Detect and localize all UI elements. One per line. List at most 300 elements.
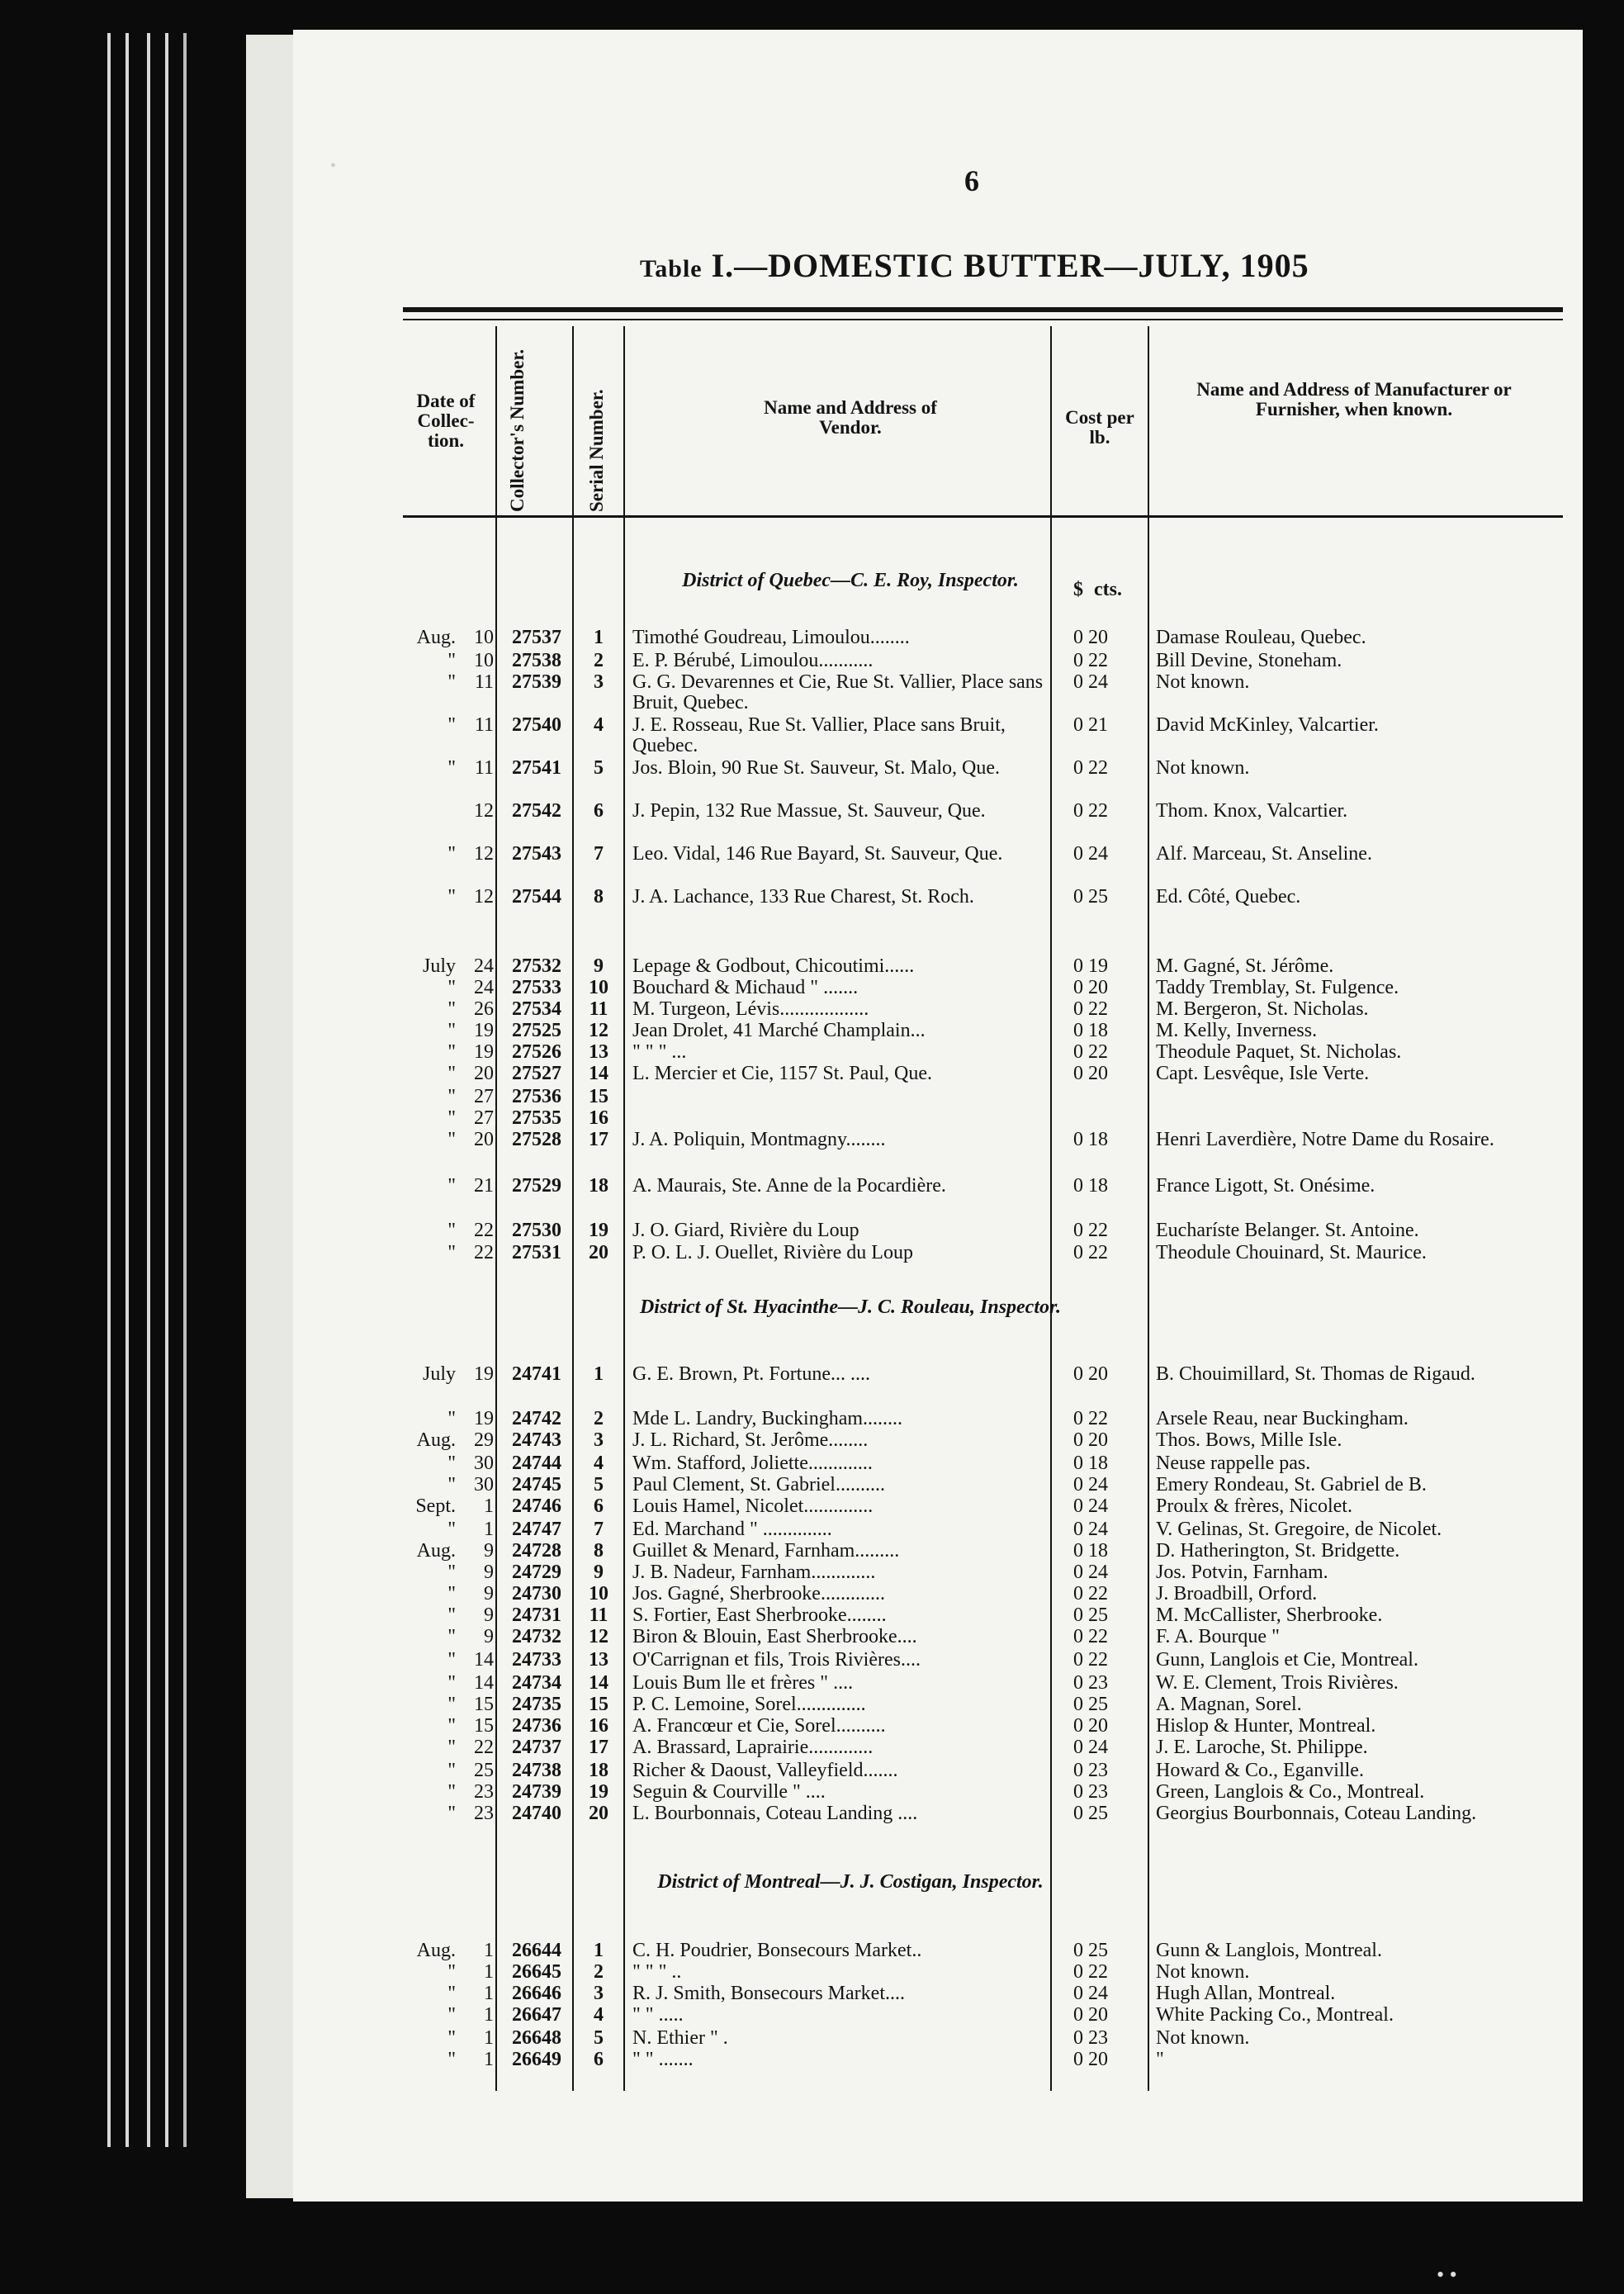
row-cost: 0 18 [1073,1129,1108,1150]
row-collector-number: 24733 [512,1649,561,1671]
row-month: " [447,1086,456,1107]
row-day: 27 [474,1107,494,1129]
row-vendor: Paul Clement, St. Gabriel.......... [632,1474,885,1495]
row-serial-number: 3 [594,1429,604,1451]
row-day: 24 [474,977,494,998]
row-vendor: Timothé Goudreau, Limoulou........ [632,627,910,648]
row-day: 12 [474,886,494,908]
row-vendor: " " " .. [632,1961,682,1983]
row-day: 9 [484,1540,494,1562]
row-cost: 0 22 [1073,1649,1108,1671]
row-serial-number: 14 [589,1063,608,1084]
row-cost: 0 24 [1073,1562,1108,1583]
row-cost: 0 18 [1073,1540,1108,1562]
col-divider-3 [623,326,625,2091]
row-collector-number: 27526 [512,1041,561,1063]
row-collector-number: 27533 [512,977,561,998]
row-manufacturer: Damase Rouleau, Quebec. [1156,627,1366,648]
row-cost: 0 24 [1073,1495,1108,1517]
row-collector-number: 27530 [512,1220,561,1241]
row-day: 10 [474,627,494,648]
row-collector-number: 24740 [512,1803,561,1824]
row-manufacturer: W. E. Clement, Trois Rivières. [1156,1672,1399,1694]
row-vendor: " " ..... [632,2004,684,2026]
title-main: I.—DOMESTIC BUTTER—JULY, 1905 [702,247,1309,284]
row-cost: 0 20 [1073,1363,1108,1385]
row-cost: 0 18 [1073,1020,1108,1041]
row-cost: 0 22 [1073,1220,1108,1241]
row-vendor: " " ....... [632,2049,694,2070]
row-vendor: P. O. L. J. Ouellet, Rivière du Loup [632,1242,913,1263]
row-day: 1 [484,1940,494,1961]
row-collector-number: 24736 [512,1715,561,1737]
row-serial-number: 4 [594,1453,604,1474]
row-vendor: L. Bourbonnais, Coteau Landing .... [632,1803,918,1824]
row-serial-number: 5 [594,757,604,779]
row-vendor: Bouchard & Michaud " ....... [632,977,859,998]
row-day: 15 [474,1694,494,1715]
row-day: 12 [474,843,494,865]
row-manufacturer: D. Hatherington, St. Bridgette. [1156,1540,1400,1562]
row-month: Sept. [415,1495,456,1517]
row-cost: 0 22 [1073,800,1108,822]
row-month: July [422,1363,456,1385]
row-collector-number: 26644 [512,1940,561,1961]
row-day: 11 [474,757,494,779]
row-manufacturer: M. Gagné, St. Jérôme. [1156,955,1334,977]
row-vendor: Lepage & Godbout, Chicoutimi...... [632,955,915,977]
row-serial-number: 20 [589,1803,608,1824]
row-serial-number: 12 [589,1020,608,1041]
row-cost: 0 18 [1073,1175,1108,1197]
row-serial-number: 3 [594,1983,604,2004]
header-manufacturer: Name and Address of Manufacturer or Furnisher, when known. [1196,379,1512,419]
row-manufacturer: M. Kelly, Inverness. [1156,1020,1318,1041]
row-serial-number: 1 [594,1363,604,1385]
title-prefix: Table [640,255,703,282]
row-serial-number: 5 [594,2027,604,2049]
row-cost: 0 22 [1073,1961,1108,1983]
row-vendor: Leo. Vidal, 146 Rue Bayard, St. Sauveur, Que. [632,843,1003,865]
row-cost: 0 22 [1073,650,1108,671]
row-cost: 0 23 [1073,2027,1108,2049]
row-collector-number: 27536 [512,1086,561,1107]
row-month: Aug. [416,627,456,648]
col-divider-5 [1148,326,1149,2091]
row-collector-number: 24747 [512,1519,561,1540]
row-cost: 0 24 [1073,1737,1108,1758]
row-manufacturer: Not known. [1156,2027,1250,2049]
row-cost: 0 22 [1073,757,1108,779]
row-day: 25 [474,1760,494,1781]
row-collector-number: 27525 [512,1020,561,1041]
row-collector-number: 26646 [512,1983,561,2004]
page-fold [246,35,297,2198]
row-collector-number: 27542 [512,800,561,822]
row-collector-number: 26647 [512,2004,561,2026]
row-month: " [447,1760,456,1781]
row-month: Aug. [416,1540,456,1562]
row-collector-number: 27535 [512,1107,561,1129]
row-month: " [447,1983,456,2004]
row-collector-number: 24746 [512,1495,561,1517]
row-manufacturer: Georgius Bourbonnais, Coteau Landing. [1156,1803,1477,1824]
header-date: Date of Collec- tion. [416,391,476,451]
row-day: 12 [474,800,494,822]
row-serial-number: 20 [589,1242,608,1263]
row-collector-number: 26645 [512,1961,561,1983]
row-month: " [447,1672,456,1694]
row-cost: 0 24 [1073,671,1108,693]
row-day: 9 [484,1562,494,1583]
row-day: 9 [484,1583,494,1604]
row-manufacturer: Eucharíste Belanger. St. Antoine. [1156,1220,1419,1241]
row-manufacturer: Hugh Allan, Montreal. [1156,1983,1336,2004]
row-day: 1 [484,1983,494,2004]
row-vendor: J. L. Richard, St. Jerôme........ [632,1429,869,1451]
row-serial-number: 8 [594,886,604,908]
row-vendor: J. Pepin, 132 Rue Massue, St. Sauveur, Que. [632,800,986,822]
row-manufacturer: David McKinley, Valcartier. [1156,714,1379,736]
row-collector-number: 27531 [512,1242,561,1263]
row-day: 1 [484,2049,494,2070]
row-vendor: P. C. Lemoine, Sorel.............. [632,1694,866,1715]
row-day: 23 [474,1803,494,1824]
row-vendor: J. O. Giard, Rivière du Loup [632,1220,859,1241]
row-collector-number: 24731 [512,1604,561,1626]
row-day: 19 [474,1041,494,1063]
row-vendor: N. Ethier " . [632,2027,728,2049]
row-cost: 0 24 [1073,843,1108,865]
row-month: " [447,1041,456,1063]
row-cost: 0 20 [1073,1063,1108,1084]
row-manufacturer: White Packing Co., Montreal. [1156,2004,1394,2026]
row-manufacturer: Thos. Bows, Mille Isle. [1156,1429,1342,1451]
row-day: 14 [474,1672,494,1694]
row-month: " [447,977,456,998]
row-month: " [447,650,456,671]
row-cost: 0 19 [1073,955,1108,977]
row-collector-number: 24742 [512,1408,561,1429]
district-heading: District of Montreal—J. J. Costigan, Inspector. [657,1871,1044,1893]
header-vendor: Name and Address of Vendor. [764,397,937,438]
row-month: " [447,998,456,1020]
row-month: " [447,886,456,908]
header-collector: Collector's Number. [507,348,528,512]
row-manufacturer: Emery Rondeau, St. Gabriel de B. [1156,1474,1427,1495]
row-collector-number: 24734 [512,1672,561,1694]
row-manufacturer: F. A. Bourque " [1156,1626,1280,1647]
row-day: 1 [484,2004,494,2026]
row-cost: 0 20 [1073,977,1108,998]
header-serial: Serial Number. [586,389,607,512]
row-serial-number: 6 [594,1495,604,1517]
row-vendor: G. G. Devarennes et Cie, Rue St. Vallier, Place sans Bruit, Quebec. [632,671,1044,713]
row-serial-number: 16 [589,1107,608,1129]
row-cost: 0 21 [1073,714,1108,736]
row-manufacturer: Not known. [1156,1961,1250,1983]
row-vendor: Richer & Daoust, Valleyfield....... [632,1760,898,1781]
row-serial-number: 12 [589,1626,608,1647]
row-month: " [447,1220,456,1241]
row-collector-number: 27527 [512,1063,561,1084]
row-serial-number: 5 [594,1474,604,1495]
row-day: 21 [474,1175,494,1197]
row-month: " [447,1649,456,1671]
row-day: 1 [484,2027,494,2049]
row-serial-number: 19 [589,1781,608,1803]
row-collector-number: 24737 [512,1737,561,1758]
row-serial-number: 13 [589,1041,608,1063]
page-number: 6 [964,164,979,197]
row-manufacturer: J. Broadbill, Orford. [1156,1583,1318,1604]
row-collector-number: 24741 [512,1363,561,1385]
row-day: 19 [474,1408,494,1429]
row-manufacturer: Neuse rappelle pas. [1156,1453,1311,1474]
row-day: 10 [474,650,494,671]
top-rule-thick [403,307,1563,312]
top-rule-thin [403,319,1563,320]
row-manufacturer: J. E. Laroche, St. Philippe. [1156,1737,1368,1758]
row-month: " [447,2049,456,2070]
row-cost: 0 20 [1073,627,1108,648]
row-day: 30 [474,1453,494,1474]
row-serial-number: 4 [594,714,604,736]
row-collector-number: 24745 [512,1474,561,1495]
row-month: Aug. [416,1940,456,1961]
row-month: " [447,1063,456,1084]
district-heading: District of Quebec—C. E. Roy, Inspector. [682,570,1019,591]
row-vendor: J. B. Nadeur, Farnham............. [632,1562,876,1583]
row-cost: 0 25 [1073,1694,1108,1715]
row-cost: 0 22 [1073,1041,1108,1063]
row-serial-number: 2 [594,1961,604,1983]
row-month: " [447,843,456,865]
row-cost: 0 25 [1073,1604,1108,1626]
row-collector-number: 27534 [512,998,561,1020]
row-manufacturer: Arsele Reau, near Buckingham. [1156,1408,1409,1429]
unit-dollars: $ [1073,579,1083,600]
col-divider-2 [572,326,574,2091]
row-vendor: C. H. Poudrier, Bonsecours Market.. [632,1940,922,1961]
row-cost: 0 18 [1073,1453,1108,1474]
row-manufacturer: Hislop & Hunter, Montreal. [1156,1715,1376,1737]
row-vendor: Jos. Bloin, 90 Rue St. Sauveur, St. Malo, Que. [632,757,1001,779]
header-rule [403,515,1563,518]
row-month: " [447,1737,456,1758]
row-month: " [447,2027,456,2049]
row-cost: 0 22 [1073,1583,1108,1604]
row-day: 27 [474,1086,494,1107]
row-day: 22 [474,1220,494,1241]
row-serial-number: 18 [589,1175,608,1197]
row-collector-number: 24744 [512,1453,561,1474]
row-serial-number: 6 [594,2049,604,2070]
row-manufacturer: Not known. [1156,757,1250,779]
row-serial-number: 9 [594,1562,604,1583]
row-collector-number: 24729 [512,1562,561,1583]
row-serial-number: 18 [589,1760,608,1781]
row-day: 30 [474,1474,494,1495]
row-day: 19 [474,1363,494,1385]
row-month: " [447,1453,456,1474]
row-day: 9 [484,1626,494,1647]
row-serial-number: 15 [589,1086,608,1107]
row-cost: 0 25 [1073,1940,1108,1961]
row-serial-number: 6 [594,800,604,822]
row-day: 19 [474,1020,494,1041]
row-manufacturer: Jos. Potvin, Farnham. [1156,1562,1328,1583]
row-serial-number: 9 [594,955,604,977]
row-month: " [447,1107,456,1129]
row-collector-number: 24735 [512,1694,561,1715]
row-vendor: Seguin & Courville " .... [632,1781,826,1803]
row-month: Aug. [416,1429,456,1451]
row-month: " [447,1803,456,1824]
row-cost: 0 24 [1073,1519,1108,1540]
row-serial-number: 15 [589,1694,608,1715]
row-vendor: O'Carrignan et fils, Trois Rivières.... [632,1649,921,1671]
row-vendor: G. E. Brown, Pt. Fortune... .... [632,1363,870,1385]
row-month: " [447,671,456,693]
row-month: " [447,1694,456,1715]
row-cost: 0 20 [1073,2004,1108,2026]
row-manufacturer: Alf. Marceau, St. Anseline. [1156,843,1372,865]
row-vendor: E. P. Bérubé, Limoulou........... [632,650,874,671]
row-month: " [447,1242,456,1263]
row-collector-number: 24732 [512,1626,561,1647]
row-manufacturer: Bill Devine, Stoneham. [1156,650,1342,671]
row-serial-number: 10 [589,1583,608,1604]
row-vendor: S. Fortier, East Sherbrooke........ [632,1604,887,1626]
table-title [640,246,1309,285]
row-vendor: Mde L. Landry, Buckingham........ [632,1408,903,1429]
row-vendor: Guillet & Menard, Farnham......... [632,1540,900,1562]
row-manufacturer: Taddy Tremblay, St. Fulgence. [1156,977,1399,998]
row-manufacturer: M. Bergeron, St. Nicholas. [1156,998,1369,1020]
row-serial-number: 1 [594,627,604,648]
row-manufacturer: Howard & Co., Eganville. [1156,1760,1364,1781]
row-month: " [447,1781,456,1803]
row-vendor: Biron & Blouin, East Sherbrooke.... [632,1626,917,1647]
row-serial-number: 3 [594,671,604,693]
unit-cents: cts. [1094,579,1122,600]
row-vendor: A. Francœur et Cie, Sorel.......... [632,1715,886,1737]
row-manufacturer: Green, Langlois & Co., Montreal. [1156,1781,1425,1803]
row-manufacturer: Gunn & Langlois, Montreal. [1156,1940,1382,1961]
row-day: 1 [484,1495,494,1517]
row-month: " [447,1519,456,1540]
row-collector-number: 27541 [512,757,561,779]
row-vendor: Ed. Marchand " .............. [632,1519,832,1540]
row-day: 9 [484,1604,494,1626]
row-manufacturer: M. McCallister, Sherbrooke. [1156,1604,1383,1626]
row-cost: 0 25 [1073,886,1108,908]
row-serial-number: 14 [589,1672,608,1694]
row-serial-number: 11 [589,998,608,1020]
row-month: " [447,714,456,736]
row-manufacturer: Thom. Knox, Valcartier. [1156,800,1348,822]
row-vendor: R. J. Smith, Bonsecours Market.... [632,1983,905,2004]
row-manufacturer: Henri Laverdière, Notre Dame du Rosaire. [1156,1129,1494,1150]
row-vendor: A. Maurais, Ste. Anne de la Pocardière. [632,1175,946,1197]
row-day: 11 [474,671,494,693]
row-manufacturer: A. Magnan, Sorel. [1156,1694,1302,1715]
row-manufacturer: Ed. Côté, Quebec. [1156,886,1301,908]
row-day: 11 [474,714,494,736]
row-cost: 0 22 [1073,1242,1108,1263]
row-manufacturer: Not known. [1156,671,1250,693]
row-serial-number: 2 [594,1408,604,1429]
row-collector-number: 24730 [512,1583,561,1604]
row-collector-number: 26648 [512,2027,561,2049]
row-collector-number: 27543 [512,843,561,865]
row-vendor: J. E. Rosseau, Rue St. Vallier, Place sans Bruit, Quebec. [632,714,1006,756]
row-month: " [447,757,456,779]
row-vendor: Louis Hamel, Nicolet.............. [632,1495,874,1517]
row-month: " [447,1408,456,1429]
row-cost: 0 23 [1073,1760,1108,1781]
row-vendor: J. A. Lachance, 133 Rue Charest, St. Roch. [632,886,974,908]
row-day: 1 [484,1961,494,1983]
row-cost: 0 20 [1073,2049,1108,2070]
row-cost: 0 23 [1073,1781,1108,1803]
row-manufacturer: France Ligott, St. Onésime. [1156,1175,1375,1197]
row-serial-number: 1 [594,1940,604,1961]
row-manufacturer: V. Gelinas, St. Gregoire, de Nicolet. [1156,1519,1442,1540]
row-serial-number: 13 [589,1649,608,1671]
row-collector-number: 24728 [512,1540,561,1562]
row-day: 14 [474,1649,494,1671]
row-month: " [447,1604,456,1626]
row-month: " [447,1562,456,1583]
row-cost: 0 22 [1073,998,1108,1020]
row-month: " [447,1474,456,1495]
row-day: 23 [474,1781,494,1803]
row-month: " [447,1626,456,1647]
row-serial-number: 4 [594,2004,604,2026]
row-collector-number: 27528 [512,1129,561,1150]
row-day: 26 [474,998,494,1020]
row-month: July [422,955,456,977]
row-month: " [447,1129,456,1150]
header-cost: Cost per lb. [1065,407,1134,448]
row-day: 24 [474,955,494,977]
row-collector-number: 27532 [512,955,561,977]
row-collector-number: 27529 [512,1175,561,1197]
district-heading: District of St. Hyacinthe—J. C. Rouleau, Inspector. [639,1296,1062,1318]
row-serial-number: 7 [594,843,604,865]
row-serial-number: 8 [594,1540,604,1562]
row-vendor: J. A. Poliquin, Montmagny........ [632,1129,886,1150]
row-day: 29 [474,1429,494,1451]
row-collector-number: 26649 [512,2049,561,2070]
row-month: " [447,1715,456,1737]
row-collector-number: 27539 [512,671,561,693]
row-manufacturer: B. Chouimillard, St. Thomas de Rigaud. [1156,1363,1475,1385]
row-serial-number: 17 [589,1737,608,1758]
row-cost: 0 22 [1073,1626,1108,1647]
row-vendor: A. Brassard, Laprairie............. [632,1737,874,1758]
col-divider-1 [495,326,497,2091]
row-serial-number: 7 [594,1519,604,1540]
row-serial-number: 19 [589,1220,608,1241]
scan-artifact: • [330,157,337,175]
row-manufacturer: " [1156,2049,1164,2070]
row-cost: 0 22 [1073,1408,1108,1429]
row-month: " [447,1961,456,1983]
row-collector-number: 24739 [512,1781,561,1803]
